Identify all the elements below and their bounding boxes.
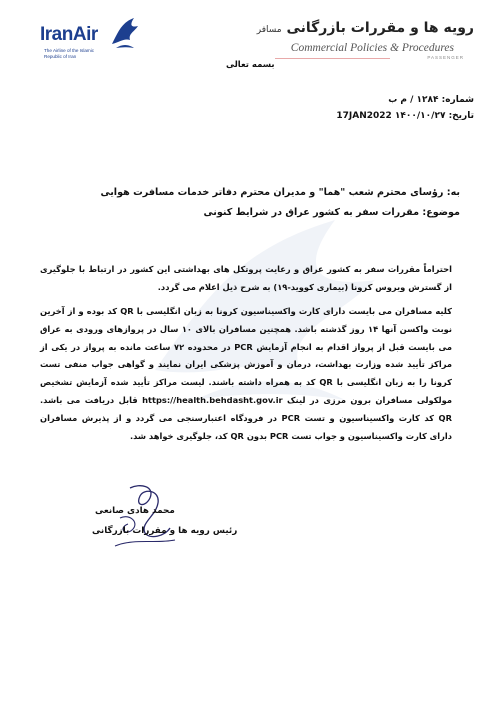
header-title-fa [257,20,474,36]
iranair-logo [36,14,146,64]
signatory-title: رئیس رویه ها و مقررات بازرگانی [92,526,238,536]
body-paragraph-2: کلیه مسافران می بایست دارای کارت واکسیناسیون کرونا به زبان انگلیسی با QR کد بوده و از آخرین نوبت واکسن آنها ۱۴ روز گذشته باشد. همچنین مسافران بالای ۱۰ سال در پروازهای ورودی به عراق می بایست قبل از پرواز اقدام به انجام آزمایش PCR در محدوده ۷۲ ساعت مانده به پرواز در یکی از مراکز تأیید شده وزارت بهداشت، درمان و آموزش پزشکی ایران نمایند و گواهی جواب منفی تست کرونا را به زبان انگلیسی با QR کد به همراه داشته باشند. لیست مراکز تأیید شده آزمایش تشخیص مولکولی مسافران برون مرزی در لینک https://health.behdasht.gov.ir قابل دریافت می باشد. QR کد کارت واکسیناسیون و تست PCR در فرودگاه اعتبارسنجی می گردد و از پذیرش مسافران دارای کارت واکسیناسیون و جواب تست PCR بدون QR کد، جلوگیری خواهد شد. [40,306,452,441]
subject-line: موضوع: مقررات سفر به کشور عراق در شرایط کنونی [203,207,460,218]
header-title-fa-small: مسافر [256,25,282,35]
homa-bird-icon [108,14,144,54]
header-title-en-sub: PASSENGER [427,55,464,60]
header-title-fa-main: رویه ها و مقررات بازرگانی [286,20,474,36]
header-divider [275,58,390,59]
signatory-name: محمد هادی صانعی [95,506,175,516]
body-paragraph-1: احتراماً مقررات سفر به کشور عراق و رعایت پروتکل های بهداشتی این کشور در ارتباط با جلوگیری از گسترش ویروس کرونا (بیماری کووید-۱۹) به شرح ذیل اعلام می گردد. [40,264,452,292]
recipient-line: به: رؤسای محترم شعب "هما" و مدیران محترم دفاتر خدمات مسافرت هوایی [100,187,460,198]
logo-wordmark: IranAir [40,24,98,45]
letter-number: شماره: ۱۲۸۴ / م ب [388,95,474,105]
letter-date: تاریخ: ۱۴۰۰/۱۰/۲۷ 17JAN2022 [336,111,474,121]
logo-tagline: The Airline of the Islamic Republic of Iran [44,48,95,59]
header-title-en: Commercial Policies & Procedures [290,42,454,54]
basmala: بسمه تعالی [226,60,275,70]
